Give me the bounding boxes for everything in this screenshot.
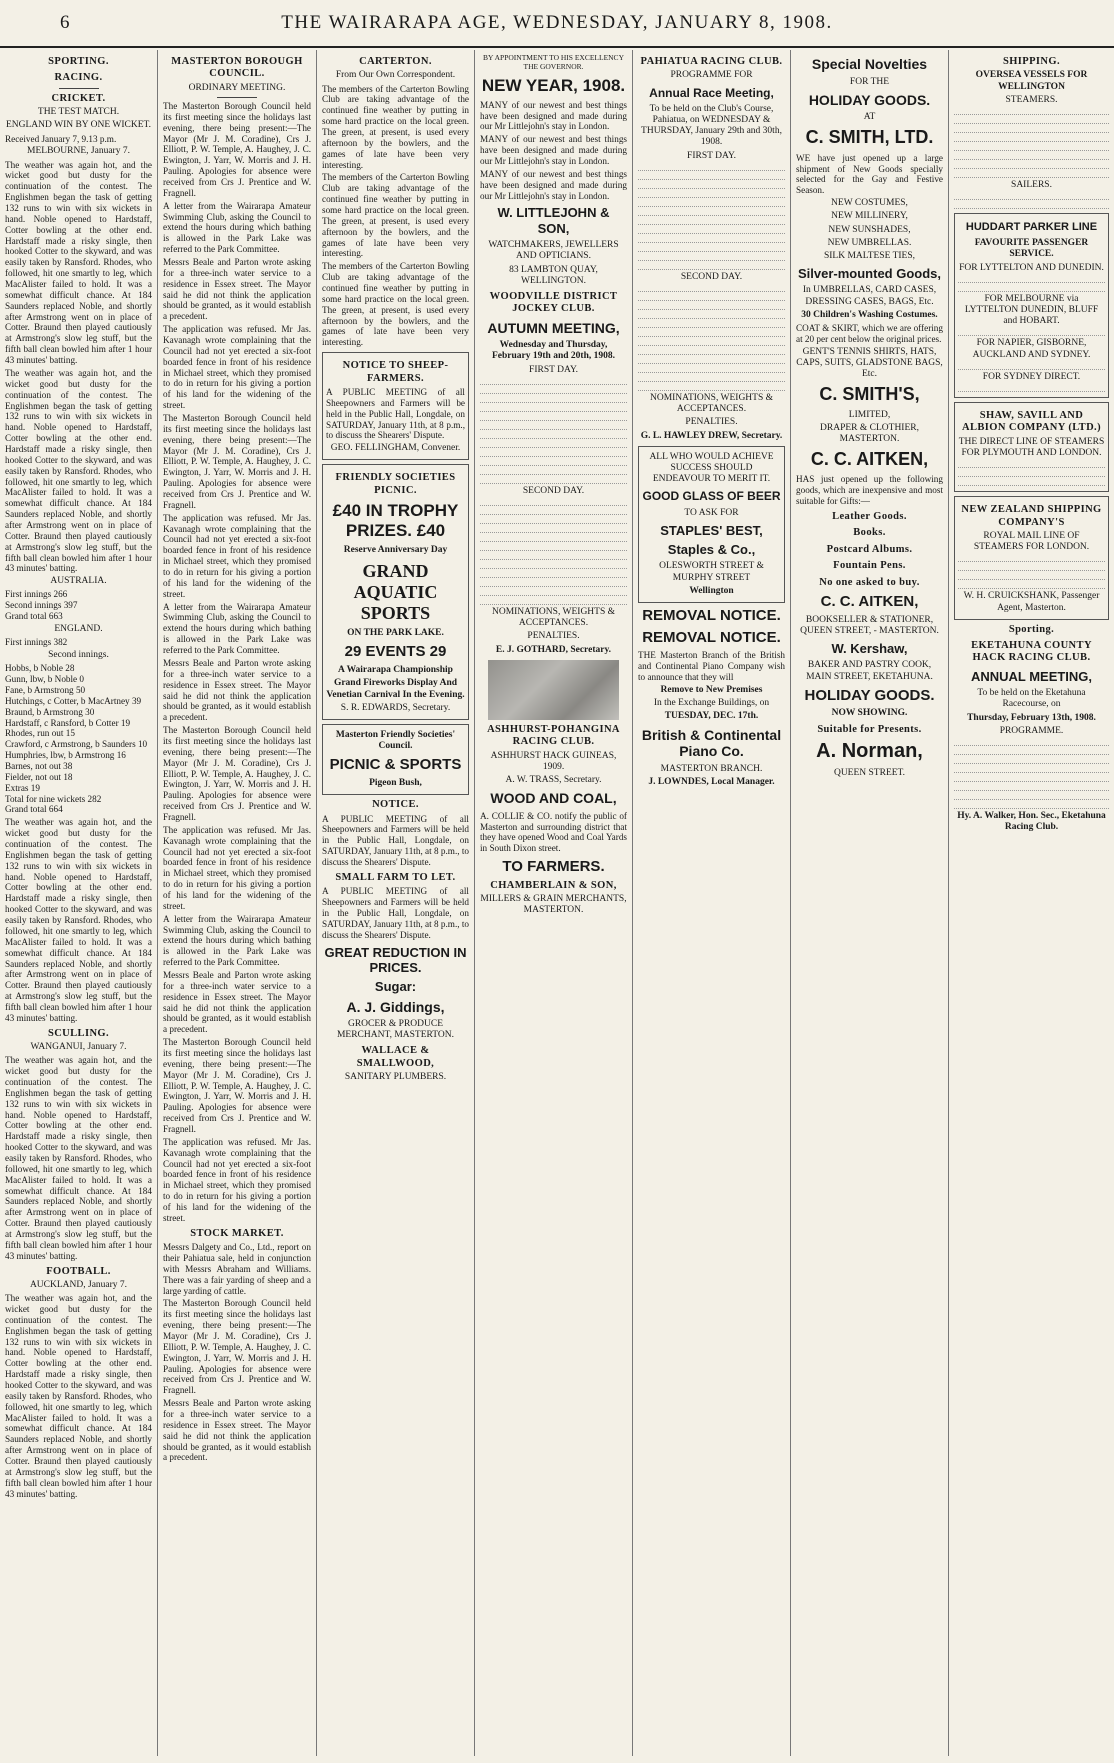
article-body: Messrs Dalgety and Co., Ltd., report on their Pahiatua sale, held in conjunction with Messrs Abraham and Williams. There was a fair yarding of sheep and a large yarding of cattle.: [163, 1242, 311, 1296]
article-body: The members of the Carterton Bowling Club are taking advantage of the continued fine weather by putting in some hard practice on the local green. The green, at present, is used every afternoon by the bowlers, and the games of late have been very interesting.: [322, 261, 469, 348]
ad-heading: SMALL FARM TO LET.: [335, 871, 456, 883]
ad-wallace: WALLACE & SMALLWOOD,: [356, 1045, 435, 1069]
product-list: [796, 198, 943, 249]
place: MELBOURNE, January 7.: [27, 146, 130, 157]
score-line: Second innings.: [48, 650, 109, 661]
score-line: First innings 382: [5, 637, 68, 648]
product-item: NEW SUNSHADES,: [828, 224, 911, 235]
sub-heading: STOCK MARKET.: [190, 1227, 284, 1239]
article-body: The Masterton Borough Council held its first meeting since the holidays last evening, there being present:—The Mayor (Mr J. M. Coradine), Crs J. Elliott, P. W. Temple, A. Haughey, J. C. Ewington, J. Yarr, W. Morris and J. H. Pauling. Apologies for absence were received from Crs J. Prentice and W. Fragnell.: [163, 1298, 311, 1396]
ad-removal: REMOVAL NOTICE.: [642, 607, 781, 624]
product-item: NEW UMBRELLAS.: [827, 237, 912, 248]
ad-ashhurst: ASHHURST-POHANGINA RACING CLUB.: [487, 723, 620, 748]
column-littlejohn: BY APPOINTMENT TO HIS EXCELLENCY THE GOVERNOR. NEW YEAR, 1908. MANY of our newest and best things have been designed and made during our Mr Littlejohn's stay in London. MANY of our newest and best things have been designed and made during our Mr Littlejohn's stay in London. MANY of our newest and best things have been designed and made during our Mr Littlejohn's stay in London. W. LITTLEJOHN & SON, WATCHMAKERS, JEWELLERS AND OPTICIANS. 83 LAMBTON QUAY, WELLINGTON. WOODVILLE DISTRICT JOCKEY CLUB. AUTUMN MEETING, Wednesday and Thursday, February 19th and 20th, 1908. FIRST DAY. SECOND DAY. NOMINATIONS, WEIGHTS & ACCEPTANCES. PENALTIES. E. J. GOTHARD, Secretary. ASHHURST-POHANGINA RACING CLUB. ASHHURST HACK GUINEAS, 1909. A. W. TRASS, Secretary. WOOD AND COAL, A. COLLIE & CO. notify the public of Masterton and surrounding district that they have opened Wood and Coal Yards in South Dixon street. TO FARMERS. CHAMBERLAIN & SON, MILLERS & GRAIN MERCHANTS, MASTERTON.: [480, 53, 627, 916]
batting-line: Barnes, not out 38: [5, 761, 73, 772]
sub-heading: From Our Own Correspondent.: [335, 70, 456, 81]
race-list: [638, 164, 785, 270]
score-line: First innings 266: [5, 589, 68, 600]
batting-line: Extras 19: [5, 782, 40, 793]
article-body: The application was refused. Mr Jas. Kavanagh wrote complaining that the Council had not yet erected a six-foot boarded fence in front of his residence in Michael street, which they promised to do in return for his giving a portion of his land for the widening of the street.: [163, 324, 311, 411]
article-body: A letter from the Wairarapa Amateur Swimming Club, asking the Council to extend the hours during which bathing is allowed in the Park Lake was referred to the Park Committee.: [163, 913, 311, 968]
article-body: The weather was again hot, and the wicket good but dusty for the continuation of the contest. The Englishmen began the task of getting 132 runs to win with six wickets in hand. Noble opened to Hardstaff, Cotter bowling at the other end. Hardstaff made a risky single, then hooked Cotter to the skyward, and was easily taken by Ransford. Rhodes, who followed, hit one smartly to leg, which MacAlister failed to hold. It was a somewhat difficult chance. At 184 Saunders replaced Noble, and shortly after Armstrong went on in place of Cotter. Braund then played cautiously at Armstrong's slow leg stuff, but the fifth ball clean bowled him after 1 hour 43 minutes' batting.: [5, 1293, 152, 1499]
ad-picnic: Masterton Friendly Societies' Council. PICNIC & SPORTS Pigeon Bush,: [322, 724, 469, 795]
column-carterton: CARTERTON. From Our Own Correspondent. The members of the Carterton Bowling Club are taking advantage of the continued fine weather by putting in some hard practice on the local green. The green, at present, is used every afternoon by the bowlers, and the games of late have been very interesting. The members of the Carterton Bowling Club are taking advantage of the continued fine weather by putting in some hard practice on the local green. The green, at present, is used every afternoon by the bowlers, and the games of late have been very interesting. The members of the Carterton Bowling Club are taking advantage of the continued fine weather by putting in some hard practice on the local green. The green, at present, is used every afternoon by the bowlers, and the games of late have been very interesting. NOTICE TO SHEEP-FARMERS. A PUBLIC MEETING of all Sheepowners and Farmers will be held in the Public Hall, Longdale, on SATURDAY, January 11th, at 8 p.m., to discuss the Shearers' Dispute. GEO. FELLINGHAM, Convener. FRIENDLY SOCIETIES PICNIC. £40 IN TROPHY PRIZES. £40 Reserve Anniversary Day GRAND AQUATIC SPORTS ON THE PARK LAKE. 29 EVENTS 29 A Wairarapa Championship Grand Fireworks Display And Venetian Carnival In the Evening. S. R. EDWARDS, Secretary. Masterton Friendly Societies' Council. PICNIC & SPORTS Pigeon Bush, NOTICE. A PUBLIC MEETING of all Sheepowners and Farmers will be held in the Public Hall, Longdale, on SATURDAY, January 11th, at 8 p.m., to discuss the Shearers' Dispute. SMALL FARM TO LET. A PUBLIC MEETING of all Sheepowners and Farmers will be held in the Public Hall, Longdale, on SATURDAY, January 11th, at 8 p.m., to discuss the Shearers' Dispute. GREAT REDUCTION IN PRICES. Sugar: A. J. Giddings, GROCER & PRODUCE MERCHANT, MASTERTON. WALLACE & SMALLWOOD, SANITARY PLUMBERS.: [322, 56, 469, 1083]
ad-body: MANY of our newest and best things have been designed and made during our Mr Littlejohn's stay in London.: [480, 99, 627, 132]
article-body: The weather was again hot, and the wicket good but dusty for the continuation of the contest. The Englishmen began the task of getting 132 runs to win with six wickets in hand. Noble opened to Hardstaff, Cotter bowling at the other end. Hardstaff made a risky single, then hooked Cotter to the skyward, and was easily taken by Ransford. Rhodes, who followed, hit one smartly to leg, which MacAlister failed to hold. It was a somewhat difficult chance. At 184 Saunders replaced Noble, and shortly after Armstrong went on in place of Cotter. Braund then played cautiously at Armstrong's slow leg stuff, but the fifth ball clean bowled him after 1 hour 43 minutes' batting.: [5, 367, 152, 574]
score-line: Grand total 664: [5, 804, 63, 815]
ad-heading: NOTICE.: [372, 799, 419, 811]
sub-heading: SCULLING.: [47, 1027, 110, 1039]
ad-body: MANY of our newest and best things have been designed and made during our Mr Littlejohn's stay in London.: [480, 134, 627, 167]
section-heading: MASTERTON BOROUGH COUNCIL.: [171, 56, 303, 80]
article-body: Messrs Beale and Parton wrote asking for a three-inch water service to a residence in Essex street. The Mayor said he did not think the application should be granted, as it would establish a precedent.: [163, 657, 311, 723]
ad-littlejohn: W. LITTLEJOHN & SON,: [497, 205, 610, 236]
ad-great-reduction: GREAT REDUCTION IN PRICES.: [324, 944, 467, 975]
article-body: The application was refused. Mr Jas. Kavanagh wrote complaining that the Council had not yet erected a six-foot boarded fence in front of his residence in Michael street, which they promised to do in return for his giving a portion of his land for the widening of the street.: [163, 512, 311, 599]
article-body: A letter from the Wairarapa Amateur Swimming Club, asking the Council to extend the hours during which bathing is allowed in the Park Lake was referred to the Park Committee.: [163, 200, 311, 255]
batting-line: Crawford, c Armstrong, b Saunders 10: [5, 739, 148, 750]
masthead: [0, 0, 1114, 48]
ad-farmers: TO FARMERS.: [502, 858, 605, 876]
article-body: Messrs Beale and Parton wrote asking for a three-inch water service to a residence in Essex street. The Mayor said he did not think the application should be granted, as it would establish a precedent.: [163, 969, 311, 1035]
batting-line: Hutchings, c Cotter, b MacArtney 39: [5, 695, 142, 706]
article-body: The application was refused. Mr Jas. Kavanagh wrote complaining that the Council had not yet erected a six-foot boarded fence in front of his residence in Michael street, which they promised to do in return for his giving a portion of his land for the widening of the street.: [163, 824, 311, 911]
sub-heading: RACING.: [54, 72, 103, 84]
article-body: Messrs Beale and Parton wrote asking for a three-inch water service to a residence in Essex street. The Mayor said he did not think the application should be granted, as it would establish a precedent.: [163, 1398, 311, 1463]
batting-line: Rhodes, run out 15: [5, 728, 75, 739]
batting-line: Hardstaff, c Ransford, b Cotter 19: [5, 717, 131, 728]
ad-aitken: C. C. AITKEN,: [810, 449, 929, 470]
ad-staples: ALL WHO WOULD ACHIEVE SUCCESS SHOULD ENDEAVOUR TO MERIT IT. GOOD GLASS OF BEER TO ASK FOR STAPLES' BEST, Staples & Co., OLESWORTH STREET & MURPHY STREET Wellington: [638, 446, 785, 603]
article-body: Messrs Beale and Parton wrote asking for a three-inch water service to a residence in Essex street. The Mayor said he did not think the application should be granted, as it would establish a precedent.: [163, 256, 311, 322]
royal-warrant: BY APPOINTMENT TO HIS EXCELLENCY THE GOVERNOR.: [483, 53, 624, 71]
section-heading: SPORTING.: [48, 56, 109, 67]
column-borough-council: [158, 52, 316, 1754]
ad-norman: A. Norman,: [816, 740, 923, 763]
batting-line: Humphries, lbw, b Armstrong 16: [5, 750, 126, 761]
ad-aquatic-sports: FRIENDLY SOCIETIES PICNIC. £40 IN TROPHY PRIZES. £40 Reserve Anniversary Day GRAND AQUATIC SPORTS ON THE PARK LAKE. 29 EVENTS 29 A Wairarapa Championship Grand Fireworks Display And Venetian Carnival In the Evening. S. R. EDWARDS, Secretary.: [322, 464, 469, 719]
race-list: [480, 499, 627, 605]
column-smith: Special Novelties FOR THE HOLIDAY GOODS. AT C. SMITH, LTD. WE have just opened up a large shipment of New Goods specially selected for the Gay and Festive Season. NEW COSTUMES, NEW MILLINERY, NEW SUNSHADES, NEW UMBRELLAS. SILK MALTESE TIES, Silver-mounted Goods, In UMBRELLAS, CARD CASES, DRESSING CASES, BAGS, Etc. 30 Children's Washing Costumes. COAT & SKIRT, which we are offering at 20 per cent below the original prices. GENT'S TENNIS SHIRTS, HATS, CAPS, SUITS, GLADSTONE BAGS, Etc. C. SMITH'S, LIMITED, DRAPER & CLOTHIER, MASTERTON. C. C. AITKEN, HAS just opened up the following goods, which are inexpensive and most suitable for Gifts:— Leather Goods. Books. Postcard Albums. Fountain Pens. No one asked to buy. C. C. AITKEN, BOOKSELLER & STATIONER, QUEEN STREET, - MASTERTON. W. Kershaw, BAKER AND PASTRY COOK, MAIN STREET, EKETAHUNA. HOLIDAY GOODS. NOW SHOWING. Suitable for Presents. A. Norman, QUEEN STREET.: [796, 56, 943, 778]
ad-body: MANY of our newest and best things have been designed and made during our Mr Littlejohn's stay in London.: [480, 168, 627, 201]
ad-wood-coal: WOOD AND COAL,: [490, 790, 617, 807]
ad-nz-shipping: NEW ZEALAND SHIPPING COMPANY'S ROYAL MAIL LINE OF STEAMERS FOR LONDON. W. H. CRUICKSHANK, Passenger Agent, Masterton.: [954, 496, 1109, 620]
ad-woodville: WOODVILLE DISTRICT JOCKEY CLUB.: [489, 290, 618, 315]
place: AUCKLAND, January 7.: [29, 1279, 128, 1290]
article-body: The Masterton Borough Council held its first meeting since the holidays last evening, there being present:—The Mayor (Mr J. M. Coradine), Crs J. Elliott, P. W. Temple, A. Haughey, J. C. Ewington, J. Yarr, W. Morris and J. H. Pauling. Apologies for absence were received from Crs J. Prentice and W. Fragnell.: [163, 1037, 311, 1135]
batting-line: Fielder, not out 18: [5, 771, 73, 782]
article-body: The weather was again hot, and the wicket good but dusty for the continuation of the contest. The Englishmen began the task of getting 132 runs to win with six wickets in hand. Noble opened to Hardstaff, Cotter bowling at the other end. Hardstaff made a risky single, then hooked Cotter to the skyward, and was easily taken by Ransford. Rhodes, who followed, hit one smartly to leg, which MacAlister failed to hold. It was a somewhat difficult chance. At 184 Saunders replaced Noble, and shortly after Armstrong went on in place of Cotter. Braund then played cautiously at Armstrong's slow leg stuff, but the fifth ball clean bowled him after 1 hour 43 minutes' batting.: [5, 159, 152, 366]
racehorse-illustration: [488, 660, 619, 720]
batting-line: Hobbs, b Noble 28: [5, 663, 75, 674]
sub-heading: CRICKET.: [51, 92, 106, 104]
race-list: [480, 378, 627, 484]
ad-notice: NOTICE TO SHEEP-FARMERS. A PUBLIC MEETING of all Sheepowners and Farmers will be held in the Public Hall, Longdale, on SATURDAY, January 11th, at 8 p.m., to discuss the Shearers' Dispute. GEO. FELLINGHAM, Convener.: [322, 352, 469, 460]
score-line: Second innings 397: [5, 600, 78, 611]
race-list: [638, 285, 785, 391]
article-body: A letter from the Wairarapa Amateur Swimming Club, asking the Council to extend the hours during which bathing is allowed in the Park Lake was referred to the Park Committee.: [163, 601, 311, 656]
batting-line: Braund, b Armstrong 30: [5, 706, 95, 717]
column-sporting: [0, 52, 157, 1754]
column-shipping: SHIPPING. OVERSEA VESSELS FOR WELLINGTON STEAMERS. SAILERS. HUDDART PARKER LINE FAVOURITE PASSENGER SERVICE. FOR LYTTELTON AND DUNEDIN. FOR MELBOURNE via LYTTELTON DUNEDIN, BLUFF and HOBART. FOR NAPIER, GISBORNE, AUCKLAND AND SYDNEY. FOR SYDNEY DIRECT. SHAW, SAVILL AND ALBION COMPANY (LTD.) THE DIRECT LINE OF STEAMERS FOR PLYMOUTH AND LONDON. NEW ZEALAND SHIPPING COMPANY'S ROYAL MAIL LINE OF STEAMERS FOR LONDON. W. H. CRUICKSHANK, Passenger Agent, Masterton. Sporting. EKETAHUNA COUNTY HACK RACING CLUB. ANNUAL MEETING, To be held on the Eketahuna Racecourse, on Thursday, February 13th, 1908. PROGRAMME. Hy. A. Walker, Hon. Sec., Eketahuna Racing Club.: [949, 52, 1114, 1754]
ad-newyear: NEW YEAR, 1908.: [481, 75, 626, 95]
section-heading: CARTERTON.: [359, 56, 432, 67]
sub-heading: ORDINARY MEETING.: [188, 82, 286, 93]
section-heading: Sporting.: [1008, 623, 1055, 635]
article-body: The weather was again hot, and the wicket good but dusty for the continuation of the contest. The Englishmen began the task of getting 132 runs to win with six wickets in hand. Noble opened to Hardstaff, Cotter bowling at the other end. Hardstaff made a risky single, then hooked Cotter to the skyward, and was easily taken by Ransford. Rhodes, who followed, hit one smartly to leg, which MacAlister failed to hold. It was a somewhat difficult chance. At 184 Saunders replaced Noble, and shortly after Armstrong went on in place of Cotter. Braund then played cautiously at Armstrong's slow leg stuff, but the fifth ball clean bowled him after 1 hour 43 minutes' batting.: [5, 817, 152, 1023]
sub-heading: ENGLAND WIN BY ONE WICKET.: [5, 120, 152, 131]
score-heading: ENGLAND.: [54, 624, 103, 635]
sub-heading: THE TEST MATCH.: [37, 107, 120, 118]
ad-giddings: A. J. Giddings,: [346, 998, 445, 1015]
article-body: A PUBLIC MEETING of all Sheepowners and Farmers will be held in the Public Hall, Longdale, on SATURDAY, January 11th, at 8 p.m., to discuss the Shearers' Dispute.: [322, 886, 469, 940]
ad-holiday-goods: HOLIDAY GOODS.: [804, 686, 935, 704]
product-item: NEW MILLINERY,: [831, 211, 908, 222]
article-body: A PUBLIC MEETING of all Sheepowners and Farmers will be held in the Public Hall, Longdale, on SATURDAY, January 11th, at 8 p.m., to discuss the Shearers' Dispute.: [322, 813, 469, 868]
dateline: Received January 7, 9.13 p.m.: [5, 133, 117, 144]
article-body: The members of the Carterton Bowling Club are taking advantage of the continued fine weather by putting in some hard practice on the local green. The green, at present, is used every afternoon by the bowlers, and the games of late have been very interesting.: [322, 172, 469, 259]
ad-kershaw: W. Kershaw,: [831, 641, 908, 657]
column-pahiatua: PAHIATUA RACING CLUB. PROGRAMME FOR Annual Race Meeting, To be held on the Club's Course, Pahiatua, on WEDNESDAY & THURSDAY, January 29th and 30th, 1908. FIRST DAY. SECOND DAY. NOMINATIONS, WEIGHTS & ACCEPTANCES. PENALTIES. G. L. HAWLEY DREW, Secretary. ALL WHO WOULD ACHIEVE SUCCESS SHOULD ENDEAVOUR TO MERIT IT. GOOD GLASS OF BEER TO ASK FOR STAPLES' BEST, Staples & Co., OLESWORTH STREET & MURPHY STREET Wellington REMOVAL NOTICE. REMOVAL NOTICE. THE Masterton Branch of the British and Continental Piano Company wish to announce that they will Remove to New Premises In the Exchange Buildings, on TUESDAY, DEC. 17th. British & Continental Piano Co. MASTERTON BRANCH. J. LOWNDES, Local Manager.: [638, 56, 785, 787]
article-body: The Masterton Borough Council held its first meeting since the holidays last evening, there being present:—The Mayor (Mr J. M. Coradine), Crs J. Elliott, P. W. Temple, A. Haughey, J. C. Ewington, J. Yarr, W. Morris and J. H. Pauling. Apologies for absence were received from Crs J. Prentice and W. Fragnell.: [163, 100, 311, 198]
ad-special-novelties: Special Novelties: [811, 56, 928, 72]
product-item: NEW COSTUMES,: [831, 198, 908, 209]
article-body: The Masterton Borough Council held its first meeting since the holidays last evening, there being present:—The Mayor (Mr J. M. Coradine), Crs J. Elliott, P. W. Temple, A. Haughey, J. C. Ewington, J. Yarr, W. Morris and J. H. Pauling. Apologies for absence were received from Crs J. Prentice and W. Fragnell.: [163, 413, 311, 510]
score-line: Total for nine wickets 282: [5, 793, 102, 804]
ad-smith: C. SMITH, LTD.: [805, 127, 934, 148]
newspaper-title: THE WAIRARAPA AGE, WEDNESDAY, JANUARY 8, 1908.: [281, 12, 833, 33]
sub-heading: FOOTBALL.: [46, 1265, 111, 1277]
batting-list: [5, 663, 152, 793]
article-body: The Masterton Borough Council held its first meeting since the holidays last evening, there being present:—The Mayor (Mr J. M. Coradine), Crs J. Elliott, P. W. Temple, A. Haughey, J. C. Ewington, J. Yarr, W. Morris and J. H. Pauling. Apologies for absence were received from Crs J. Prentice and W. Fragnell.: [163, 725, 311, 822]
score-heading: AUSTRALIA.: [50, 576, 107, 587]
page-number: 6: [60, 12, 70, 33]
ad-pahiatua: PAHIATUA RACING CLUB.: [640, 56, 783, 67]
article-body: The application was refused. Mr Jas. Kavanagh wrote complaining that the Council had not yet erected a six-foot boarded fence in front of his residence in Michael street, which they promised to do in return for his giving a portion of his land for the widening of the street.: [163, 1136, 311, 1223]
ad-shaw-savill: SHAW, SAVILL AND ALBION COMPANY (LTD.) THE DIRECT LINE OF STEAMERS FOR PLYMOUTH AND LONDON.: [954, 402, 1109, 492]
batting-line: Gunn, lbw, b Noble 0: [5, 674, 85, 685]
score-line: Grand total 663: [5, 611, 63, 622]
section-heading: SHIPPING.: [1003, 56, 1060, 67]
place: WANGANUI, January 7.: [30, 1042, 127, 1053]
ad-eketahuna: EKETAHUNA COUNTY HACK RACING CLUB.: [971, 640, 1092, 664]
batting-line: Fane, b Armstrong 50: [5, 685, 86, 696]
ad-huddart-parker: HUDDART PARKER LINE FAVOURITE PASSENGER SERVICE. FOR LYTTELTON AND DUNEDIN. FOR MELBOURNE via LYTTELTON DUNEDIN, BLUFF and HOBART. FOR NAPIER, GISBORNE, AUCKLAND AND SYDNEY. FOR SYDNEY DIRECT.: [954, 213, 1109, 398]
article-body: The members of the Carterton Bowling Club are taking advantage of the continued fine weather by putting in some hard practice on the local green. The green, at present, is used every afternoon by the bowlers, and the games of late have been very interesting.: [322, 83, 469, 170]
article-body: The weather was again hot, and the wicket good but dusty for the continuation of the contest. The Englishmen began the task of getting 132 runs to win with six wickets in hand. Noble opened to Hardstaff, Cotter bowling at the other end. Hardstaff made a risky single, then hooked Cotter to the skyward, and was easily taken by Ransford. Rhodes, who followed, hit one smartly to leg, which MacAlister failed to hold. It was a somewhat difficult chance. At 184 Saunders replaced Noble, and shortly after Armstrong went on in place of Cotter. Braund then played cautiously at Armstrong's slow leg stuff, but the fifth ball clean bowled him after 1 hour 43 minutes' batting.: [5, 1055, 152, 1261]
